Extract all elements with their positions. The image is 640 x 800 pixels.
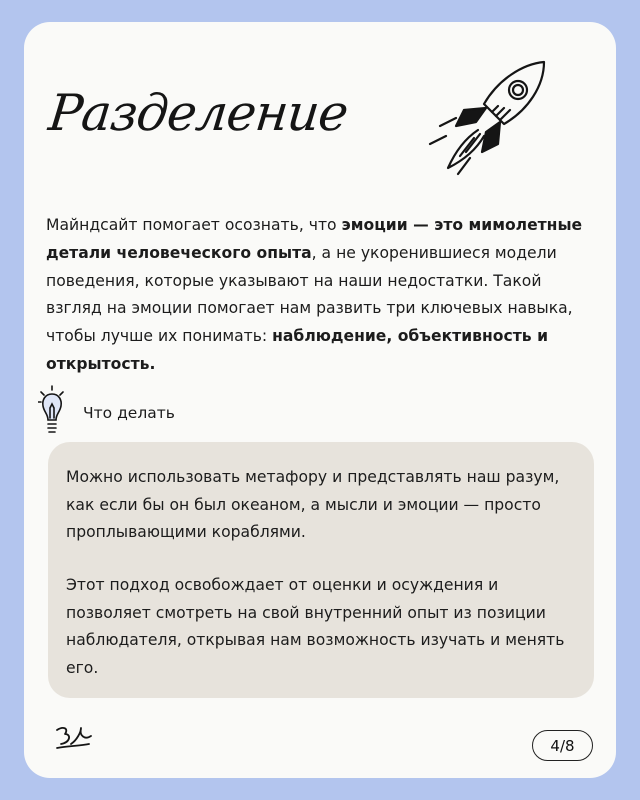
intro-bold-2: наблюдение, объективность и открытость. <box>46 327 549 373</box>
page-indicator: 4/8 <box>532 730 593 761</box>
rocket-icon <box>426 52 556 182</box>
slide-title: Разделение <box>46 84 351 142</box>
slide-card <box>24 22 616 778</box>
tip-paragraph-2: Этот подход освобождает от оценки и осуждения и позволяет смотреть на свой внутренний опыт из позиции наблюдателя, открывая нам возможность изучать и менять его. <box>66 576 565 677</box>
what-to-do-label: Что делать <box>83 404 175 422</box>
tip-box <box>48 442 594 698</box>
logo-icon <box>55 724 93 752</box>
intro-part-2: , а не укоренившиеся модели поведения, которые указывают на наши недостатки. Такой взгляд на эмоции помогает нам развить три ключевых навыка, чтобы лучше их понимать: <box>46 243 573 346</box>
intro-part-1: Майндсайт помогает осознать, что <box>46 216 342 234</box>
intro-text <box>46 212 586 379</box>
lightbulb-icon <box>38 384 66 436</box>
tip-paragraph-1: Можно использовать метафору и представлять наш разум, как если бы он был океаном, а мысли и эмоции — просто проплывающими кораблями. <box>66 468 560 542</box>
intro-bold-1: эмоции — это мимолетные детали человеческого опыта <box>46 216 583 262</box>
